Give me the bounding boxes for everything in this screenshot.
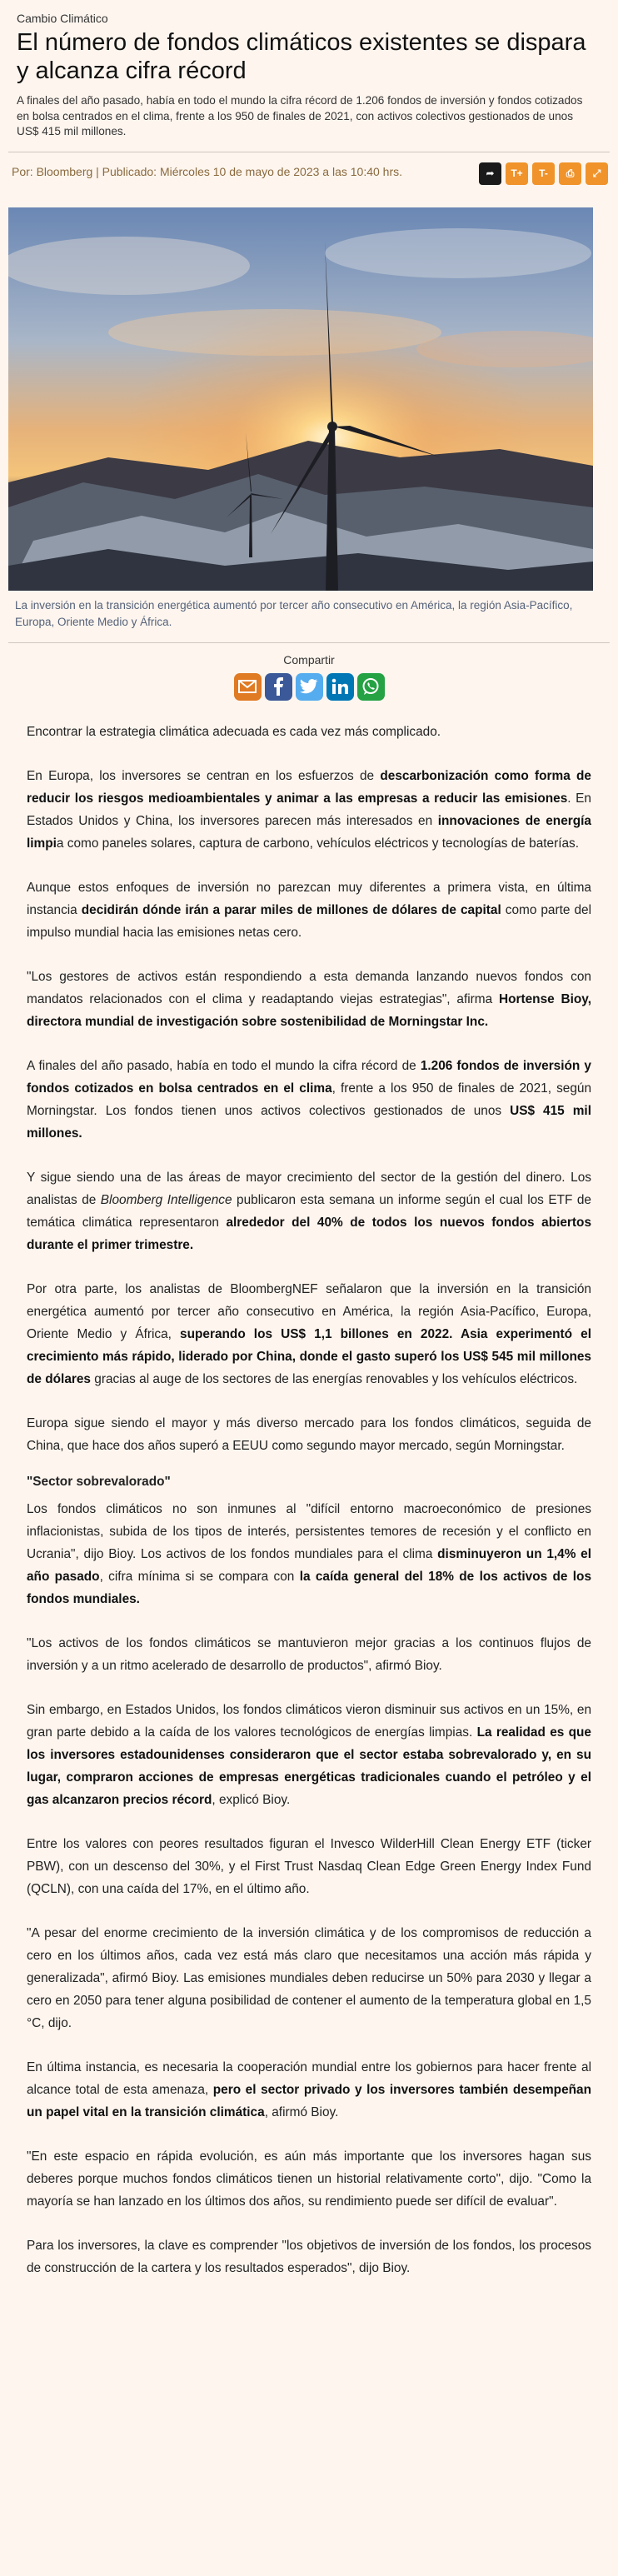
paragraph: En última instancia, es necesaria la cooperación mundial entre los gobiernos para hacer frente al alcance total de esta amenaza, pero el sector privado y los inversores también desempeñan un papel vital en la transición climática, afirmó Bioy. [27, 2059, 591, 2119]
share-arrow-button[interactable]: ➦ [479, 162, 501, 185]
paragraph: Los fondos climáticos no son inmunes al "difícil entorno macroeconómico de presiones inflacionistas, subida de los tipos de interés, persistentes temores de recesión y el conflicto en Ucrania", dijo Bioy. Los activos de los fondos mundiales para el clima disminuyeron un 1,4% el año pasado, cifra mínima si se compara con la caída general del 18% de los activos de los fondos mundiales. [27, 1501, 591, 1606]
divider [8, 642, 610, 643]
paragraph: En Europa, los inversores se centran en los esfuerzos de descarbonización como forma de reducir los riesgos medioambientales y animar a las empresas a reducir las emisiones. En Estados Unidos y China, los inversores parecen más interesados en innovaciones de energía limpia como paneles solares, captura de carbono, vehículos eléctricos y tecnologías de baterías. [27, 768, 591, 851]
article-tools [479, 162, 608, 185]
email-icon [238, 680, 257, 693]
paragraph: Encontrar la estrategia climática adecuada es cada vez más complicado. [27, 724, 441, 739]
paragraph: Aunque estos enfoques de inversión no parezcan muy diferentes a primera vista, en última instancia decidirán dónde irán a parar miles de millones de dólares de capital como parte del impulso mundial hacia las emisiones netas cero. [27, 880, 591, 940]
twitter-share-button[interactable] [296, 673, 323, 701]
font-decrease-button[interactable]: T- [532, 162, 555, 185]
paragraph: "En este espacio en rápida evolución, es aún más importante que los inversores hagan sus deberes porque muchos fondos climáticos tienen un historial relativamente corto", dijo. "Como la mayoría se han lanzado en los últimos dos años, su rendimiento puede ser difícil de evaluar". [27, 2149, 591, 2209]
paragraph: Sin embargo, en Estados Unidos, los fondos climáticos vieron disminuir sus activos en un 15%, en gran parte debido a la caída de los valores tecnológicos de energías limpias. La realidad es que los inversores estadounidenses consideraron que el sector estaba sobrevalorado y, en su lugar, compraron acciones de empresas energéticas tradicionales cuando el petróleo y el gas alcanzaron precios récord, explicó Bioy. [27, 1702, 591, 1807]
wind-turbine-sunset-photo [8, 207, 593, 591]
share-buttons [0, 673, 618, 701]
article-lead: A finales del año pasado, había en todo el mundo la cifra récord de 1.206 fondos de inversión y fondos cotizados en bolsa centrados en el clima, frente a los 950 de finales de 2021, con activos colectivos gestionados de unos US$ 415 mil millones. [17, 94, 583, 137]
byline: Por: Bloomberg | Publicado: Miércoles 10 de mayo de 2023 a las 10:40 hrs. [12, 164, 403, 178]
paragraph: Para los inversores, la clave es comprender "los objetivos de inversión de los fondos, los procesos de construcción de la cartera y los resultados esperados", dijo Bioy. [27, 2238, 591, 2275]
facebook-share-button[interactable] [265, 673, 292, 701]
email-share-button[interactable] [234, 673, 262, 701]
twitter-icon [300, 679, 318, 694]
paragraph: A finales del año pasado, había en todo el mundo la cifra récord de 1.206 fondos de inversión y fondos cotizados en bolsa centrados en el clima, frente a los 950 de finales de 2021, según Morningstar. Los fondos tienen unos activos colectivos gestionados de unos US$ 415 mil millones. [27, 1058, 591, 1141]
font-increase-button[interactable]: T+ [506, 162, 528, 185]
paragraph: Europa sigue siendo el mayor y más diverso mercado para los fondos climáticos, seguida de China, que hace dos años superó a EEUU como segundo mayor mercado, según Morningstar. [27, 1415, 591, 1453]
section-label[interactable]: Cambio Climático [17, 12, 108, 25]
whatsapp-icon [361, 677, 380, 696]
paragraph: Y sigue siendo una de las áreas de mayor crecimiento del sector de la gestión del dinero. Los analistas de Bloomberg Intelligence publicaron esta semana un informe según el cual los ETF de temática climática representaron alrededor del 40% de todos los nuevos fondos abiertos durante el primer trimestre. [27, 1170, 592, 1252]
print-button[interactable]: ⎙ [559, 162, 581, 185]
paragraph: "Los gestores de activos están respondiendo a esta demanda lanzando nuevos fondos con mandatos relacionados con el clima y readaptando viejas estrategias", afirma Hortense Bioy, directora mundial de investigación sobre sostenibilidad de Morningstar Inc. [27, 969, 591, 1029]
linkedin-share-button[interactable] [326, 673, 354, 701]
meta-bar [8, 152, 610, 207]
paragraph: Entre los valores con peores resultados figuran el Invesco WilderHill Clean Energy ETF (ticker PBW), con un descenso del 30%, y el First Trust Nasdaq Clean Edge Green Energy Index Fund (QCLN), con una caída del 17%, en el último año. [27, 1836, 591, 1896]
article-body [0, 701, 618, 2279]
expand-button[interactable]: ⤢ [586, 162, 608, 185]
facebook-icon [272, 677, 284, 696]
article-title: El número de fondos climáticos existentes se dispara y alcanza cifra récord [17, 29, 586, 84]
article-page [0, 0, 618, 140]
section-subhead: "Sector sobrevalorado" [27, 1474, 171, 1489]
paragraph: "A pesar del enorme crecimiento de la inversión climática y de los compromisos de reducción a cero en los últimos años, cada vez está más claro que necesitamos una acción más rápida y generalizada", afirmó Bioy. Las emisiones mundiales deben reducirse un 50% para 2030 y llegar a cero en 2050 para tener alguna posibilidad de contener el aumento de la temperatura global en 1,5 °C, dijo. [27, 1925, 591, 2030]
paragraph: "Los activos de los fondos climáticos se mantuvieron mejor gracias a los continuos flujos de inversión y a un ritmo acelerado de desarrollo de productos", afirmó Bioy. [27, 1635, 591, 1673]
whatsapp-share-button[interactable] [357, 673, 385, 701]
photo-caption: La inversión en la transición energética aumentó por tercer año consecutivo en América, la región Asia-Pacífico, Europa, Oriente Medio y África. [15, 598, 573, 628]
paragraph: Por otra parte, los analistas de BloombergNEF señalaron que la inversión en la transición energética aumentó por tercer año consecutivo en América, la región Asia-Pacífico, Europa, Oriente Medio y África, superando los US$ 1,1 billones en 2022. Asia experimentó el crecimiento más rápido, liderado por China, donde el gasto superó los US$ 545 mil millones de dólares gracias al auge de los sectores de las energías renovables y los vehículos eléctricos. [27, 1281, 591, 1386]
linkedin-icon [331, 678, 348, 695]
share-title: Compartir [283, 652, 335, 666]
